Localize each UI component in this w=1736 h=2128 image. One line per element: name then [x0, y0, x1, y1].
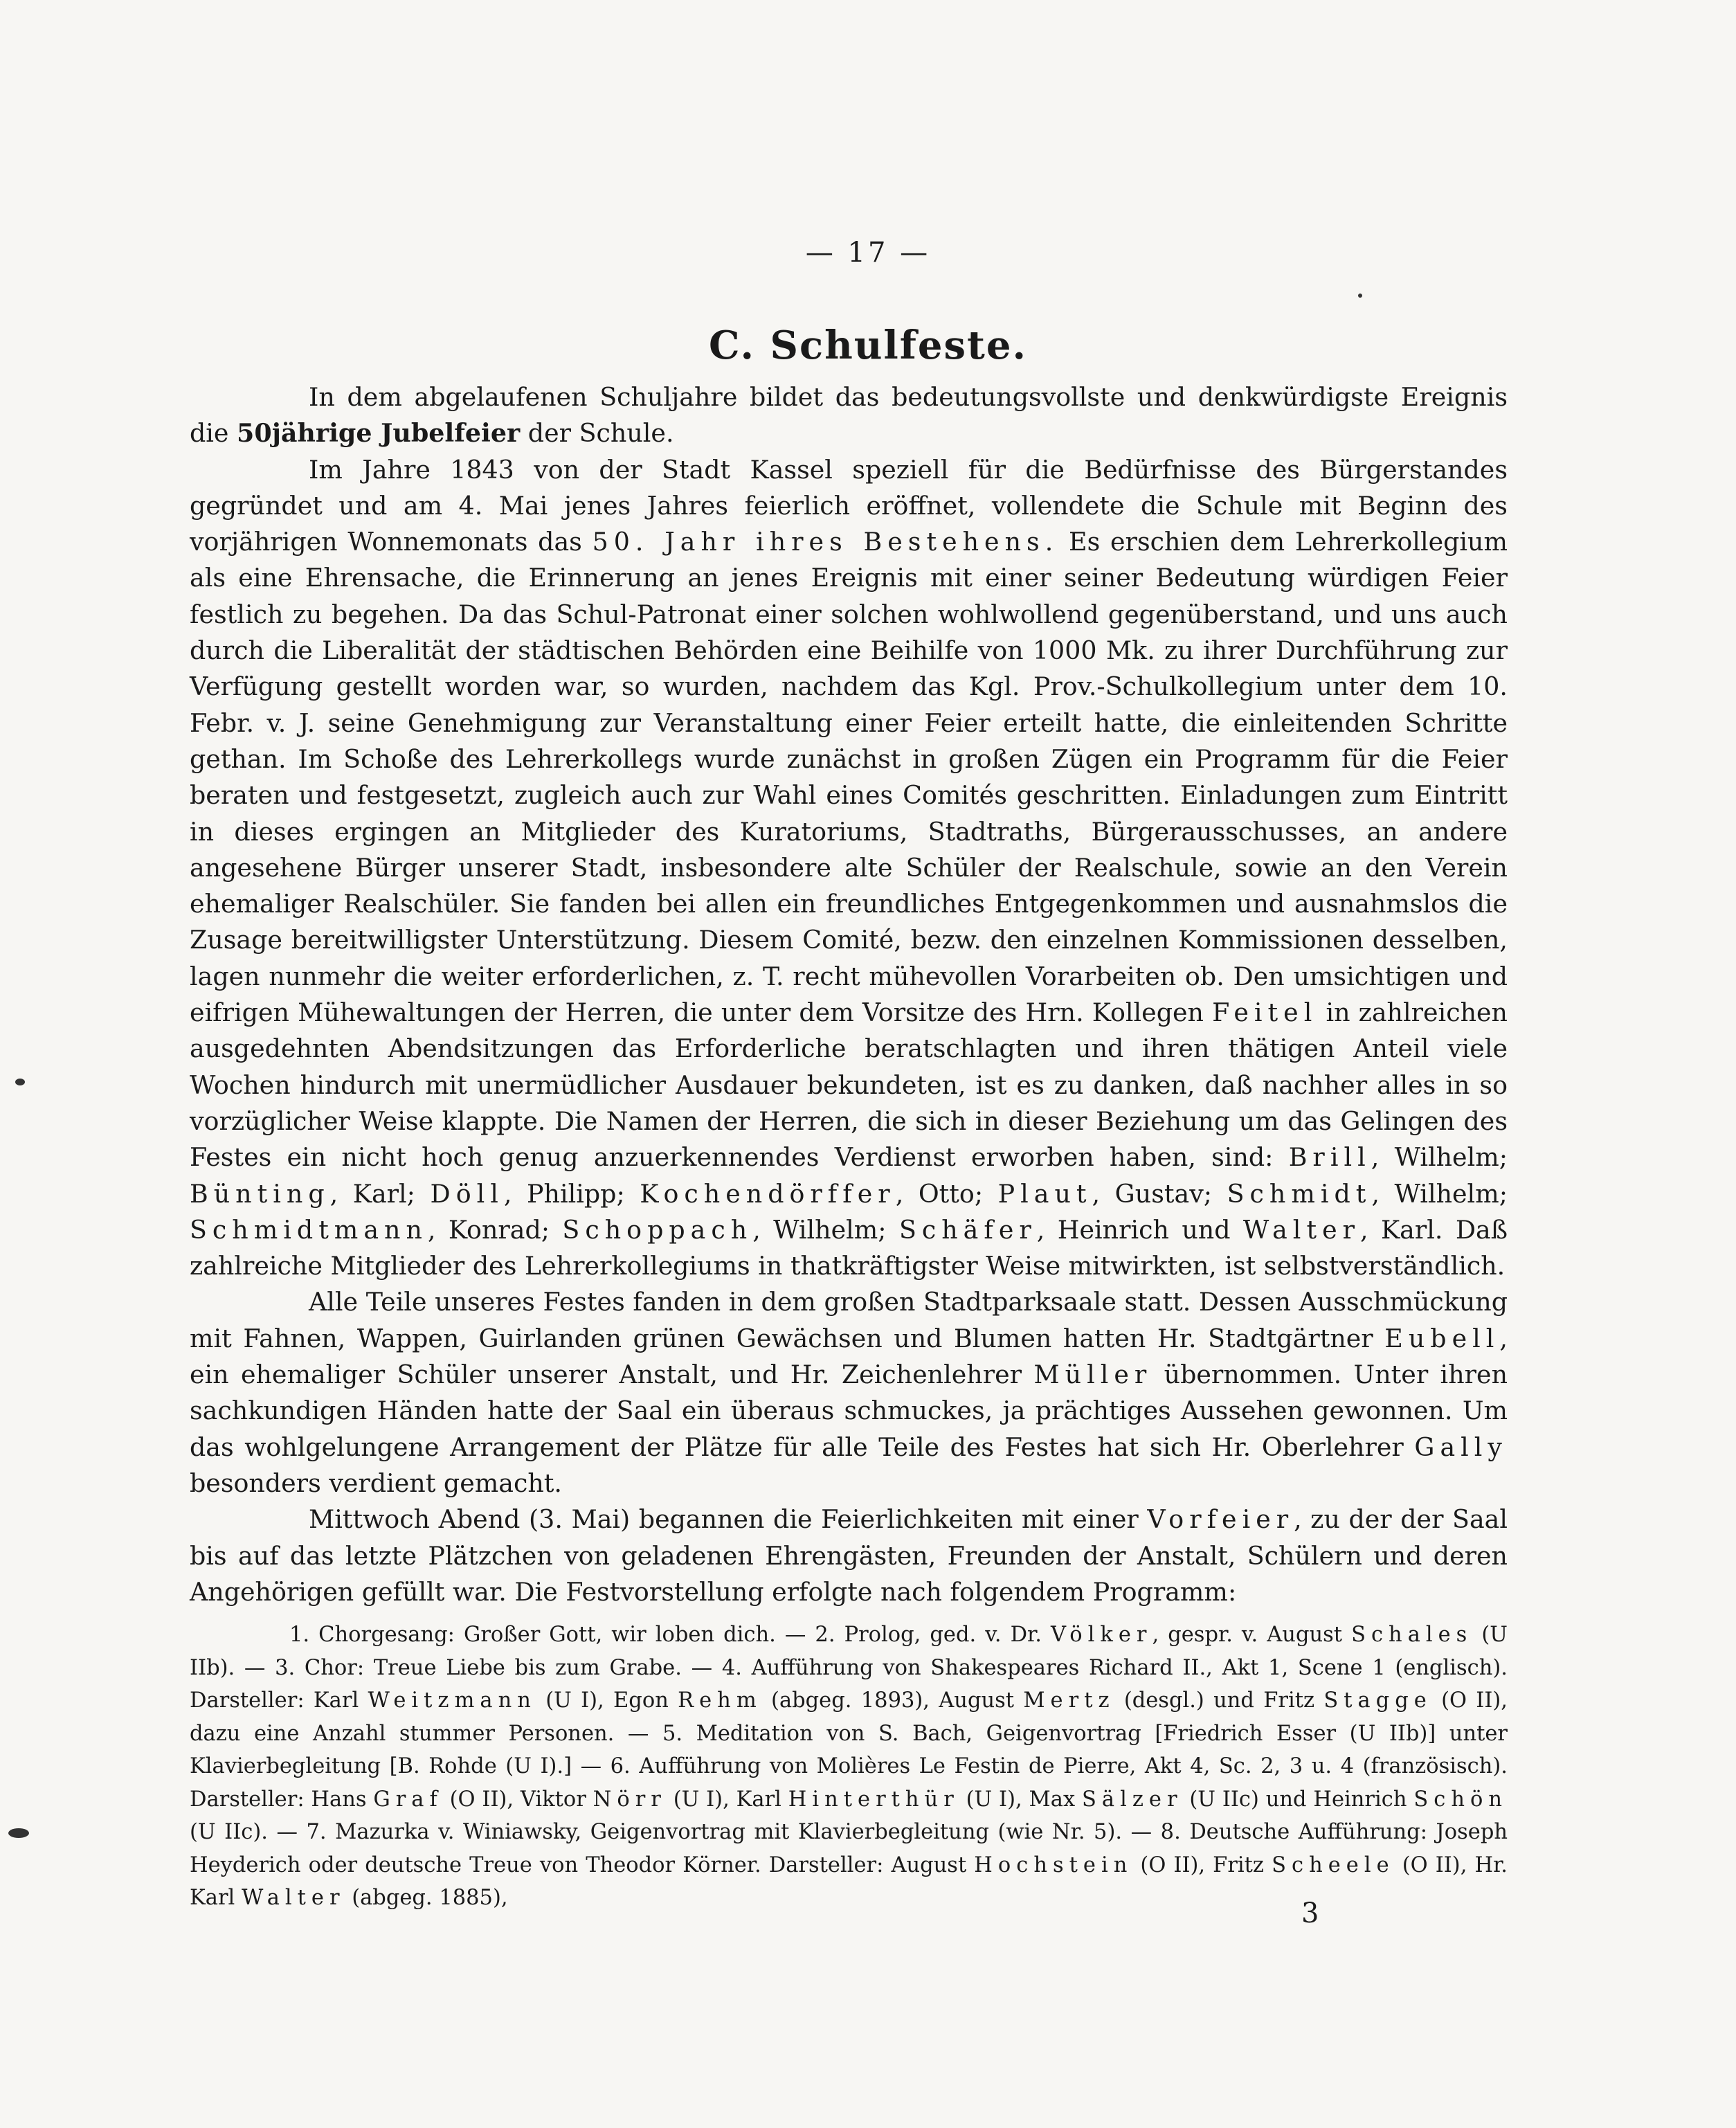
text-run: Es erschien dem Lehrerkollegium als eine Ehrensache, die Erinnerung an jenes Ereignis mit einer seiner Bedeutung würdigen Feier festlich zu begehen. Da das Schul-Patronat einer solchen wohlwollend gegenüberstand, und uns auch durch die Liberalität der städtischen Behörden eine Beihilfe von 1000 Mk. zu ihrer Durchführung zur Verfügung gestellt worden war, so wurden, nachdem das Kgl. Prov.-Schulkollegium unter dem 10. Febr. v. J. seine Genehmigung zur Veranstaltung einer Feier erteilt hatte, die einleitenden Schritte gethan. Im Schoße des Lehrerkollegs wurde zunächst in großen Zügen ein Programm für die Feier beraten und festgesetzt, zugleich auch zur Wahl eines Comités geschritten. Einladungen zum Eintritt in dieses ergingen an Mitglieder des Kuratoriums, Stadtraths, Bürgerausschusses, an andere angesehene Bürger unserer Stadt, insbesondere alte Schüler der Realschule, sowie an den Verein ehemaliger Realschüler. Sie fanden bei allen ein freundliches Entgegenkommen und ausnahmslos die Zusage bereitwilligster Unterstützung. Diesem Comité, bezw. den einzelnen Kommissionen desselben, lagen nunmehr die weiter erforderlichen, z. T. recht mühevollen Vorarbeiten ob. Den umsichtigen und eifrigen Mühewaltungen der Herren, die unter dem Vorsitze des Hrn. Kollegen: [190, 527, 1508, 1028]
text-run: , Heinrich und: [1036, 1214, 1243, 1245]
text-run: In dem abgelaufenen Schuljahre bildet das bedeutungsvollste und denkwürdigste Ereignis die: [190, 382, 1508, 449]
name-mueller: Müller: [1033, 1360, 1152, 1390]
text-run: , Philipp;: [503, 1178, 640, 1209]
name-buenting: Bünting: [190, 1178, 330, 1209]
text-run: , gespr. v. August: [1152, 1623, 1352, 1648]
name-plaut: Plaut: [997, 1178, 1092, 1209]
text-run: (U IIc). — 7. Mazurka v. Winiawsky, Geigenvortrag mit Klavierbegleitung (wie Nr. 5). — 8. Deutsche Aufführung: Joseph Heyderich oder deutsche Treue von Theodor Körner. Darsteller: August: [190, 1820, 1508, 1877]
paragraph-1: [190, 379, 1508, 452]
page-number: — 17 —: [805, 237, 931, 269]
text-run: (O II), Viktor: [442, 1787, 593, 1812]
program-list: [190, 1618, 1508, 1915]
text-run: , Karl;: [329, 1178, 431, 1209]
text-run: in zahlreichen ausgedehnten Abendsitzungen das Erforderliche beratschlagten und ihren thätigen Anteil viele Wochen hindurch mit unermüdlicher Ausdauer bekundeten, ist es zu danken, daß nachher alles in so vorzüglicher Weise klappte. Die Namen der Herren, die sich in dieser Beziehung um das Gelingen des Festes ein nicht hoch genug anzuerkennendes Verdienst erworben haben, sind:: [190, 998, 1508, 1173]
name-schoppach: Schoppach: [562, 1214, 753, 1245]
text-run: Mittwoch Abend (3. Mai) begannen die Feierlichkeiten mit einer: [309, 1504, 1148, 1535]
name-eubell: Eubell: [1384, 1323, 1500, 1353]
text-run: (U I), Max: [959, 1787, 1082, 1812]
name: Rehm: [678, 1688, 762, 1713]
text-run: , Konrad;: [427, 1214, 563, 1245]
name: Schön: [1413, 1787, 1508, 1812]
text-run: (O II), Fritz: [1132, 1852, 1272, 1877]
name: Graf: [373, 1787, 443, 1812]
text-run: , zu der der Saal bis auf das letzte Plätzchen von geladenen Ehrengästen, Freunden der Anstalt, Schülern und deren Angehörigen gefüllt war. Die Festvorstellung erfolgte nach folgendem Programm:: [190, 1504, 1508, 1607]
spaced-text: Vorfeier: [1147, 1504, 1294, 1535]
text-run: 1. Chorgesang: Großer Gott, wir loben dich. — 2. Prolog, ged. v. Dr.: [289, 1623, 1051, 1648]
text-run: (U I), Karl: [666, 1787, 788, 1812]
text-run: , Otto;: [895, 1178, 998, 1209]
name: Völker: [1051, 1623, 1152, 1648]
signature-mark: 3: [1301, 1897, 1319, 1929]
name: Nörr: [593, 1787, 667, 1812]
name-kochendoerffer: Kochendörffer: [640, 1178, 896, 1209]
text-run: (desgl.) und Fritz: [1114, 1688, 1324, 1713]
name: Hochstein: [974, 1852, 1133, 1877]
name-brill: Brill: [1288, 1142, 1371, 1173]
paragraph-4: [190, 1502, 1508, 1610]
name-schmidtmann: Schmidtmann: [190, 1214, 428, 1245]
name: Scheele: [1272, 1852, 1395, 1877]
name-schmidt: Schmidt: [1227, 1178, 1372, 1209]
name: Walter: [242, 1886, 345, 1911]
text-run: , Wilhelm;: [752, 1214, 899, 1245]
paragraph-2: [190, 452, 1508, 1285]
name: Weitzmann: [368, 1688, 536, 1713]
name: Sälzer: [1082, 1787, 1183, 1812]
text-run: (U IIb). — 3. Chor: Treue Liebe bis zum Grabe. — 4. Aufführung von Shakespeares Richard II., Akt 1, Scene 1 (englisch). Darsteller: Karl: [190, 1623, 1508, 1713]
scan-speck: [8, 1828, 29, 1838]
name-schaefer: Schäfer: [898, 1214, 1037, 1245]
text-run: (U I), Egon: [536, 1688, 678, 1713]
text-run: (abgeg. 1893), August: [761, 1688, 1024, 1713]
spaced-text: 50. Jahr ihres Bestehens.: [592, 527, 1059, 557]
body-text: [190, 379, 1508, 1915]
name-doell: Döll: [430, 1178, 504, 1209]
name-walter: Walter: [1242, 1214, 1361, 1245]
text-run: , Wilhelm;: [1371, 1142, 1508, 1173]
name-gally: Gally: [1414, 1432, 1508, 1462]
name: Hinterthür: [788, 1787, 959, 1812]
name: Stagge: [1323, 1688, 1432, 1713]
text-run: (O II), Hr. Karl: [190, 1852, 1508, 1911]
text-run: übernommen. Unter ihren sachkundigen Händen hatte der Saal ein überaus schmuckes, ja prächtiges Aussehen gewonnen. Um das wohlgelungene Arrangement der Plätze für alle Teile des Festes hat sich Hr. Oberlehrer: [190, 1360, 1508, 1462]
scan-speck: [1358, 294, 1362, 298]
text-run: (O II), dazu eine Anzahl stummer Personen. — 5. Meditation von S. Bach, Geigenvortrag [Friedrich Esser (U IIb)] unter Klavierbegleitung [B. Rohde (U I).] — 6. Aufführung von Molières Le Festin de Pierre, Akt 4, Sc. 2, 3 u. 4 (französisch). Darsteller: Hans: [190, 1688, 1508, 1812]
emphasis: 50jährige Jubelfeier: [237, 418, 521, 449]
name: Schales: [1351, 1623, 1473, 1648]
text-run: besonders verdient gemacht.: [190, 1468, 562, 1498]
text-run: (abgeg. 1885),: [345, 1886, 508, 1911]
paragraph-3: [190, 1284, 1508, 1502]
text-run: , ein ehemaliger Schüler unserer Anstalt, und Hr. Zeichenlehrer: [190, 1323, 1508, 1390]
name: Mertz: [1023, 1688, 1115, 1713]
text-run: (U IIc) und Heinrich: [1182, 1787, 1414, 1812]
text-run: der Schule.: [520, 418, 674, 449]
text-run: , Karl. Daß zahlreiche Mitglieder des Lehrerkollegiums in thatkräftigster Weise mitwirkten, ist selbstverständlich.: [190, 1214, 1508, 1281]
text-run: , Wilhelm;: [1371, 1178, 1508, 1209]
name-feitel: Feitel: [1212, 998, 1318, 1028]
scan-speck: [15, 1079, 25, 1085]
text-run: , Gustav;: [1092, 1178, 1227, 1209]
text-run: Alle Teile unseres Festes fanden in dem großen Stadtparksaale statt. Dessen Ausschmückung mit Fahnen, Wappen, Guirlanden grünen Gewächsen und Blumen hatten Hr. Stadtgärtner: [190, 1287, 1508, 1353]
text-run: Im Jahre 1843 von der Stadt Kassel speziell für die Bedürfnisse des Bürgerstandes gegründet und am 4. Mai jenes Jahres feierlich eröffnet, vollendete die Schule mit Beginn des vorjährigen Wonnemonats das: [190, 454, 1508, 557]
section-title: C. Schulfeste.: [708, 323, 1028, 368]
